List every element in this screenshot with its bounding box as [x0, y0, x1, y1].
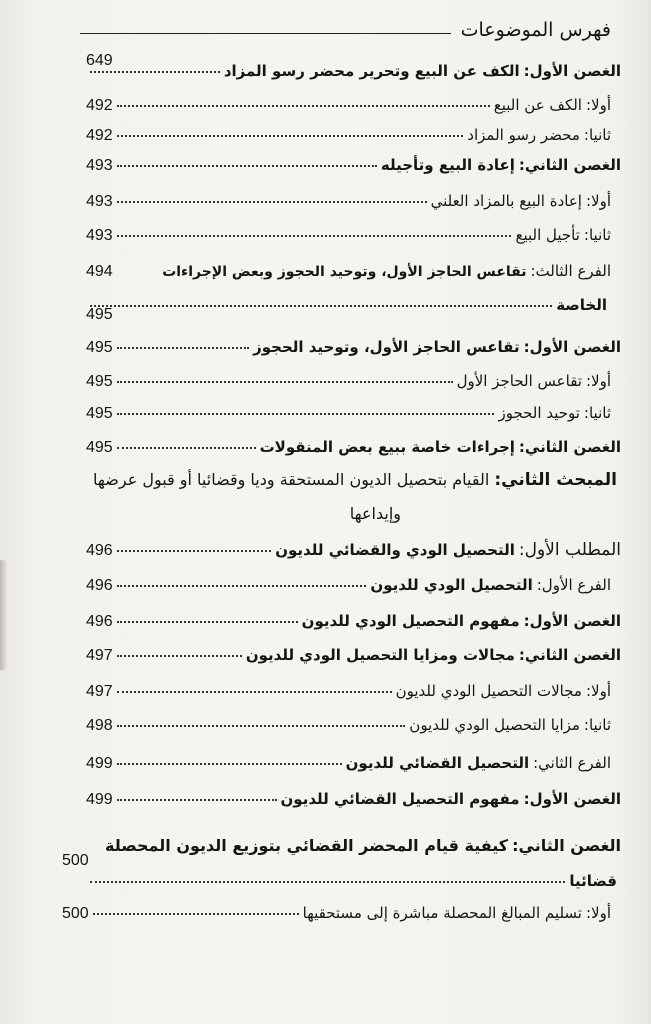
toc-entry-label: الغصن الثاني: — [518, 156, 621, 174]
toc-entry-title: مجالات التحصيل الودي للديون — [395, 682, 582, 700]
toc-entry — [86, 540, 621, 560]
toc-entry-title: إعادة البيع وتأجيله — [380, 156, 515, 174]
toc-entry-title: الكف عن البيع — [493, 96, 582, 114]
toc-entry-title: مجالات ومزايا التحصيل الودي للديون — [245, 646, 515, 664]
leader-dots — [117, 413, 495, 415]
toc-entry-label: الغصن الأول: — [523, 612, 621, 630]
toc-entry — [86, 646, 621, 665]
toc-entry-label: الغصن الأول: — [523, 790, 621, 808]
toc-entry — [86, 96, 611, 115]
leader-dots — [90, 71, 220, 73]
toc-entry-title: محضر رسو المزاد — [467, 126, 580, 144]
toc-entry-page-row — [86, 306, 113, 324]
toc-entry-label: الغصن الأول: — [523, 338, 621, 356]
toc-entry-label: أولا: — [585, 372, 611, 390]
section-heading-title-cont: وإيداعها — [349, 504, 401, 523]
toc-entry — [86, 754, 611, 773]
toc-entry — [86, 682, 611, 701]
toc-entry-label: ثانيا: — [583, 404, 611, 422]
toc-entry-page: 499 — [86, 755, 113, 772]
toc-entry-page: 497 — [86, 647, 113, 664]
leader-dots — [117, 381, 453, 383]
leader-dots — [117, 347, 249, 349]
toc-entry-title: إعادة البيع بالمزاد العلني — [430, 192, 582, 210]
page-header — [80, 14, 611, 46]
toc-entry-title: مفهوم التحصيل القضائي للديون — [280, 790, 520, 808]
leader-dots — [117, 725, 406, 727]
toc-entry — [86, 438, 621, 457]
toc-entry-label: أولا: — [585, 192, 611, 210]
toc-entry-label: الفرع الثاني: — [533, 754, 611, 772]
toc-entry — [86, 226, 611, 245]
toc-entry-page: 492 — [86, 97, 113, 114]
toc-entry-label: ثانيا: — [583, 126, 611, 144]
toc-entry-page: 500 — [62, 852, 89, 869]
toc-entry-label: ثانيا: — [583, 716, 611, 734]
leader-dots — [117, 691, 392, 693]
toc-entry-title: توحيد الحجوز — [498, 404, 580, 422]
leader-dots — [117, 585, 367, 587]
toc-entry-label: الفرع الأول: — [536, 576, 611, 594]
leader-dots — [117, 105, 490, 107]
toc-entry-title: كيفية قيام المحضر القضائي بتوزيع الديون المحصلة — [105, 836, 509, 855]
toc-entry — [86, 126, 611, 145]
toc-entry-page: 492 — [86, 127, 113, 144]
section-heading — [93, 470, 617, 490]
leader-dots — [117, 235, 512, 237]
page-edge-shadow — [0, 560, 8, 670]
toc-entry-page-row — [62, 852, 89, 870]
toc-entry — [86, 576, 611, 595]
toc-entry-label: الغصن الثاني: — [518, 646, 621, 664]
toc-entry-page: 495 — [86, 339, 113, 356]
toc-entry — [86, 404, 611, 423]
page-title: فهرس الموضوعات — [460, 19, 611, 41]
toc-entry-page: 499 — [86, 791, 113, 808]
toc-entry-page: 493 — [86, 227, 113, 244]
toc-entry-page: 495 — [86, 405, 113, 422]
toc-entry-title-cont: قضائيا — [569, 872, 617, 890]
toc-entry-label: الغصن الثاني: — [512, 836, 621, 855]
toc-entry-title-cont: الخاصة — [556, 296, 607, 314]
section-heading-title: القيام بتحصيل الديون المستحقة وديا وقضائيا أو قبول عرضها — [93, 470, 490, 489]
section-heading-continuation — [350, 504, 401, 523]
toc-entry-title: تأجيل البيع — [515, 226, 580, 244]
toc-entry — [86, 156, 621, 175]
toc-entry-title: التحصيل الودي والقضائي للديون — [275, 541, 515, 559]
leader-dots — [117, 135, 464, 137]
toc-entry-label: الفرع الثالث: — [530, 262, 611, 280]
toc-entry — [86, 62, 621, 80]
toc-entry-title: مفهوم التحصيل الودي للديون — [301, 612, 520, 630]
toc-entry-title: تسليم المبالغ المحصلة مباشرة إلى مستحقيها — [302, 904, 582, 922]
leader-dots — [117, 621, 298, 623]
toc-entry-label: أولا: — [585, 904, 611, 922]
toc-entry-page: 495 — [86, 439, 113, 456]
toc-entry — [86, 612, 621, 631]
toc-entry-page: 649 — [86, 52, 113, 69]
toc-entry-page: 495 — [86, 373, 113, 390]
toc-entry-page: 500 — [62, 905, 89, 922]
toc-entry — [86, 192, 611, 211]
toc-entry-title: التحصيل الودي للديون — [370, 576, 533, 594]
toc-entry-page: 495 — [86, 306, 113, 323]
toc-entry-label: أولا: — [585, 96, 611, 114]
toc-entry-page: 493 — [86, 157, 113, 174]
leader-dots — [90, 305, 552, 307]
toc-entry — [86, 790, 621, 809]
toc-entry-label: أولا: — [585, 682, 611, 700]
toc-entry — [62, 904, 611, 923]
leader-dots — [117, 550, 272, 552]
toc-entry-title: الكف عن البيع وتحرير محضر رسو المزاد — [223, 62, 520, 80]
toc-entry-page: 494 — [86, 263, 113, 280]
toc-entry — [86, 338, 621, 357]
toc-entry-label: المطلب الأول: — [518, 540, 621, 560]
toc-entry-label: الغصن الثاني: — [518, 438, 621, 456]
toc-entry-page: 496 — [86, 542, 113, 559]
toc-entry-page: 496 — [86, 613, 113, 630]
leader-dots — [93, 913, 299, 915]
toc-entry-continuation — [86, 872, 621, 890]
toc-entry-label: ثانيا: — [583, 226, 611, 244]
toc-entry-title: تقاعس الحاجز الأول، وتوحيد الحجوز — [253, 338, 520, 356]
toc-entry-continuation — [86, 296, 611, 314]
toc-entry-title: التحصيل القضائي للديون — [345, 754, 530, 772]
leader-dots — [117, 799, 277, 801]
toc-entry-page: 493 — [86, 193, 113, 210]
section-heading-label: المبحث الثاني: — [494, 470, 617, 490]
toc-entry-title: إجراءات خاصة ببيع بعض المنقولات — [259, 438, 515, 456]
leader-dots — [90, 881, 565, 883]
toc-entry — [86, 372, 611, 391]
toc-entry-title: مزايا التحصيل الودي للديون — [409, 716, 580, 734]
toc-entry-title: تقاعس الحاجز الأول، وتوحيد الحجوز وبعض الإجراءات — [162, 264, 527, 280]
toc-entry-page: 496 — [86, 577, 113, 594]
toc-entry-page: 498 — [86, 717, 113, 734]
leader-dots — [117, 447, 256, 449]
header-rule — [80, 33, 451, 34]
leader-dots — [117, 763, 342, 765]
toc-entry-page: 497 — [86, 683, 113, 700]
leader-dots — [117, 165, 377, 167]
toc-entry-label: الغصن الأول: — [523, 62, 621, 80]
leader-dots — [117, 655, 242, 657]
toc-entry — [86, 716, 611, 735]
leader-dots — [117, 201, 427, 203]
toc-entry — [86, 262, 611, 281]
toc-entry — [86, 836, 621, 855]
toc-entry-title: تقاعس الحاجز الأول — [456, 372, 582, 390]
